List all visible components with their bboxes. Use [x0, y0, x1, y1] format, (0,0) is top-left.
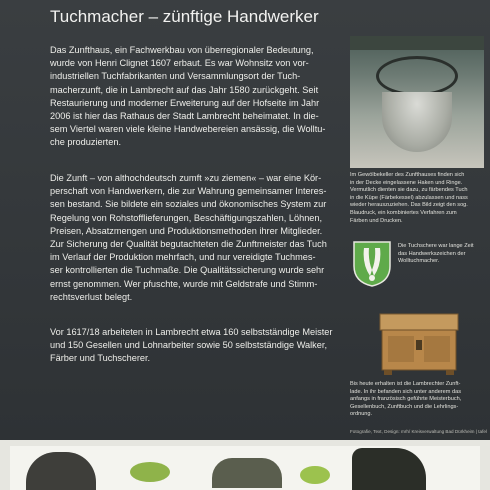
illustration-green-patch: [130, 462, 170, 482]
text-line: und 150 Gesellen und Lohnarbeiter sowie 50 selbstständige Walker,: [50, 340, 327, 351]
illustration-figure-center: [212, 458, 282, 488]
paragraph-history: [50, 44, 342, 150]
text-line: Bis heute erhalten ist die Lambrechter Zunft-: [350, 381, 461, 387]
text-line: in der Decke eingelassene Haken und Ringe.: [350, 179, 463, 186]
text-line: im Verlauf der Produktion mehrfach, und nur vereidigte Tuchmes-: [50, 252, 316, 263]
text-line: Wolltuchmacher.: [398, 258, 440, 265]
text-line: anfangs in französisch geführte Meisterbuch,: [350, 396, 462, 403]
text-line: ser kontrollierten die Tuchmaße. Die Qualitätssicherung wurde sehr: [50, 265, 325, 276]
caption-dye-vat: [350, 172, 486, 225]
text-line: rechtsverlust belegt.: [50, 291, 133, 302]
text-line: Blaudruck, ein kombiniertes Verfahren zum: [350, 209, 457, 216]
vat-bowl: [382, 92, 452, 152]
guild-shears-emblem-icon: [352, 240, 392, 288]
text-line: industriellen Tuchfabrikanten und Versammlungsort der Tuch-: [50, 71, 301, 82]
text-line: Die Tuchschere war lange Zeit: [398, 243, 474, 249]
caption-shears: [398, 243, 488, 266]
text-line: lade. In ihr befanden sich unter anderem das: [350, 388, 462, 395]
text-line: macherzunft, die in Lambrecht auf das Jahr 1580 zurückgeht. Seit: [50, 84, 319, 95]
illustration-figure-right: [352, 448, 426, 490]
text-line: sem Viertel waren viele kleine Handwebereien ansässig, die Wolltu-: [50, 124, 326, 135]
text-line: Das Zunfthaus, ein Fachwerkbau von überregionaler Bedeutung,: [50, 45, 314, 55]
paragraph-numbers: [50, 326, 342, 366]
text-line: Färber und Tuchscherer.: [50, 353, 151, 364]
text-line: Im Gewölbekeller des Zunfthauses finden sich: [350, 172, 465, 178]
dye-vat-photo: [350, 36, 484, 168]
text-line: wurde von Henri Clignet 1607 erbaut. Es war Wohnsitz von vor-: [50, 58, 309, 69]
credit-line: Fotografie, Text, Design: mrh/ Kreisverwaltung Bad Dürkheim | tafel: [350, 429, 487, 434]
text-line: Vor 1617/18 arbeiteten in Lambrecht etwa 160 selbstständige Meister: [50, 327, 333, 337]
text-line: Die Zunft – von althochdeutsch zumft »zu ziemen« – war eine Kör-: [50, 173, 322, 183]
text-line: wieder herauszuziehen. Das Bild zeigt den sog.: [350, 202, 468, 209]
text-line: 2006 ist hier das Rathaus der Stadt Lambrecht beheimatet. In die-: [50, 111, 319, 122]
text-line: in die Küpe (Färbekessel) abzulassen und nass: [350, 194, 468, 201]
text-line: sen bestand. Sie bildete ein soziales und ökonomisches System zur: [50, 199, 327, 210]
ceiling-beam: [350, 36, 484, 50]
text-line: ernst genommen. Wer pfuschte, wurde mit Geldstrafe und Stimm-: [50, 278, 318, 289]
caption-guild-chest: [350, 381, 486, 419]
text-line: Färben und Drucken.: [350, 217, 403, 224]
text-line: Gesellenbuch, Zunftbuch und die Lehrlings-: [350, 403, 459, 410]
board-title: Tuchmacher – zünftige Handwerker: [50, 7, 319, 26]
bottom-illustration-strip: [0, 440, 490, 490]
text-line: ordnung.: [350, 411, 373, 418]
illustration-green-patch-2: [300, 466, 330, 484]
text-line: Preisen, Absatzmengen und Produktionsmethoden ihrer Mitglieder.: [50, 225, 323, 236]
text-line: che produzierten.: [50, 137, 121, 148]
text-line: das Handwerkszeichen der: [398, 250, 466, 257]
text-line: Vermutlich dienten sie dazu, zu färbendes Tuch: [350, 187, 468, 194]
paragraph-guild: [50, 172, 342, 304]
text-line: Restaurierung und moderner Erweiterung auf der Hofseite im Jahr: [50, 97, 320, 108]
guild-chest-image: [376, 310, 462, 376]
vat-rim: [376, 56, 458, 96]
text-line: Zur Sicherung der Qualität begutachteten die Zunftmeister das Tuch: [50, 239, 327, 250]
text-line: Regelung von Rohstofflieferungen, Beschäftigungszahlen, Löhnen,: [50, 212, 323, 223]
text-line: perschaft von Handwerkern, die zur Wahrung gemeinsamer Interes-: [50, 186, 327, 197]
